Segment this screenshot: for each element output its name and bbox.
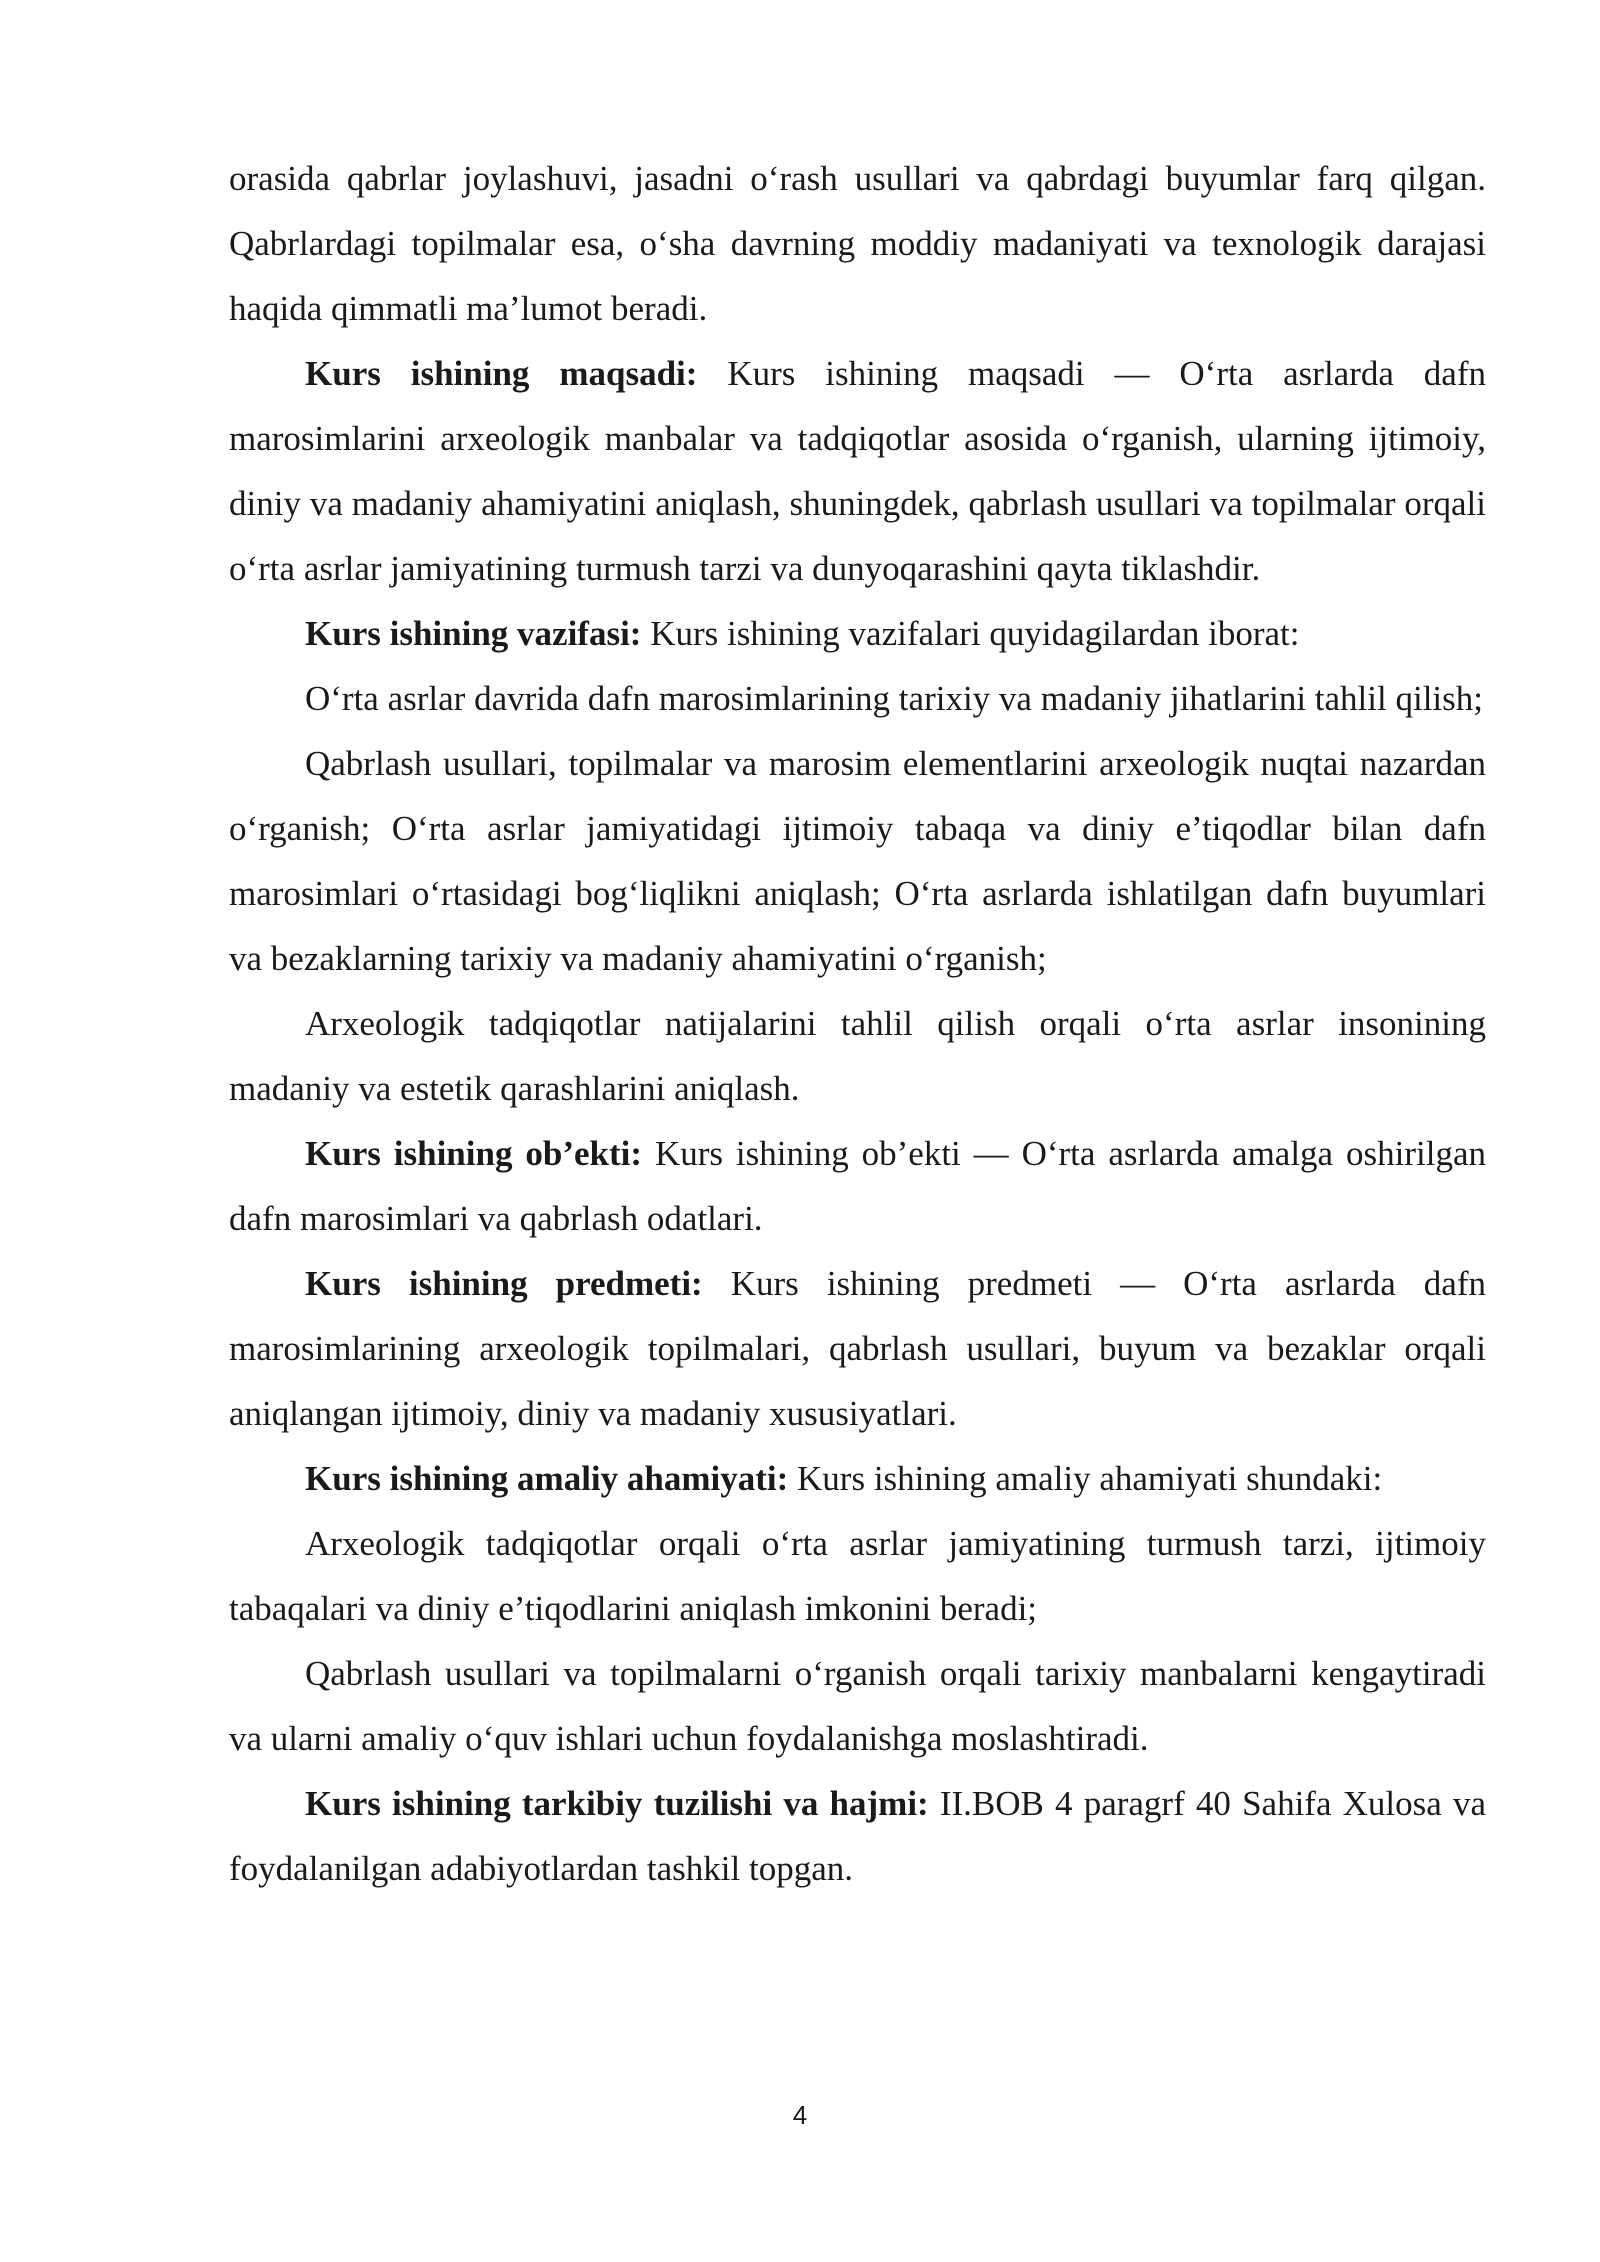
paragraph-text: Qabrlash usullari va topilmalarni o‘rganish orqali tarixiy manbalarni kengaytiradi va ularni amaliy o‘quv ishlari uchun foydalanishga moslashtiradi. xyxy=(229,1654,1486,1758)
paragraph-goal xyxy=(229,341,1486,601)
paragraph-text: Qabrlash usullari, topilmalar va marosim elementlarini arxeologik nuqtai nazardan o‘rganish; O‘rta asrlar jamiyatidagi ijtimoiy tabaqa va diniy e’tiqodlar bilan dafn marosimlari o‘rtasidagi bog‘liqlikni aniqlash; O‘rta asrlarda ishlatilgan dafn buyumlari va bezaklarning tarixiy va madaniy ahamiyatini o‘rganish; xyxy=(229,744,1486,978)
paragraph-intro-continuation xyxy=(229,146,1486,341)
paragraph-text: II.BOB 4 paragrf 40 Sahifa Xulosa va foydalanilgan adabiyotlardan tashkil topgan. xyxy=(229,1784,1486,1888)
paragraph-heading: Kurs ishining predmeti: xyxy=(305,1264,703,1303)
paragraph-tasks xyxy=(229,601,1486,666)
page-number: 4 xyxy=(792,2100,808,2130)
paragraph-significance-1 xyxy=(229,1511,1486,1641)
paragraph-task-3 xyxy=(229,991,1486,1121)
paragraph-text: orasida qabrlar joylashuvi, jasadni o‘rash usullari va qabrdagi buyumlar farq qilgan. Qabrlardagi topilmalar esa, o‘sha davrning moddiy madaniyati va texnologik darajasi haqida qimmatli ma’lumot beradi. xyxy=(229,159,1486,328)
paragraph-heading: Kurs ishining maqsadi: xyxy=(305,354,698,393)
paragraph-task-2 xyxy=(229,731,1486,991)
paragraph-practical-significance xyxy=(229,1446,1486,1511)
paragraph-object xyxy=(229,1121,1486,1251)
paragraph-text: Kurs ishining ob’ekti — O‘rta asrlarda amalga oshirilgan dafn marosimlari va qabrlash odatlari. xyxy=(229,1134,1486,1238)
paragraph-heading: Kurs ishining tarkibiy tuzilishi va hajmi: xyxy=(305,1784,929,1823)
paragraph-structure xyxy=(229,1771,1486,1901)
paragraph-task-1 xyxy=(229,666,1486,731)
paragraph-subject xyxy=(229,1251,1486,1446)
paragraph-text: O‘rta asrlar davrida dafn marosimlarining tarixiy va madaniy jihatlarini tahlil qilish; xyxy=(305,679,1483,718)
paragraph-text: Arxeologik tadqiqotlar natijalarini tahlil qilish orqali o‘rta asrlar insonining madaniy va estetik qarashlarini aniqlash. xyxy=(229,1004,1486,1108)
paragraph-text: Arxeologik tadqiqotlar orqali o‘rta asrlar jamiyatining turmush tarzi, ijtimoiy tabaqalari va diniy e’tiqodlarini aniqlash imkonini beradi; xyxy=(229,1524,1486,1628)
paragraph-heading: Kurs ishining amaliy ahamiyati: xyxy=(305,1459,789,1498)
paragraph-text: Kurs ishining vazifalari quyidagilardan iborat: xyxy=(641,614,1300,653)
paragraph-heading: Kurs ishining ob’ekti: xyxy=(305,1134,643,1173)
body-text xyxy=(229,146,1486,1901)
paragraph-significance-2 xyxy=(229,1641,1486,1771)
paragraph-text: Kurs ishining maqsadi — O‘rta asrlarda dafn marosimlarini arxeologik manbalar va tadqiqotlar asosida o‘rganish, ularning ijtimoiy, diniy va madaniy ahamiyatini aniqlash, shuningdek, qabrlash usullari va topilmalar orqali o‘rta asrlar jamiyatining turmush tarzi va dunyoqarashini qayta tiklashdir. xyxy=(229,354,1486,588)
paragraph-text: Kurs ishining predmeti — O‘rta asrlarda dafn marosimlarining arxeologik topilmalari, qabrlash usullari, buyum va bezaklar orqali aniqlangan ijtimoiy, diniy va madaniy xususiyatlari. xyxy=(229,1264,1486,1433)
paragraph-heading: Kurs ishining vazifasi: xyxy=(305,614,642,653)
paragraph-text: Kurs ishining amaliy ahamiyati shundaki: xyxy=(788,1459,1383,1498)
